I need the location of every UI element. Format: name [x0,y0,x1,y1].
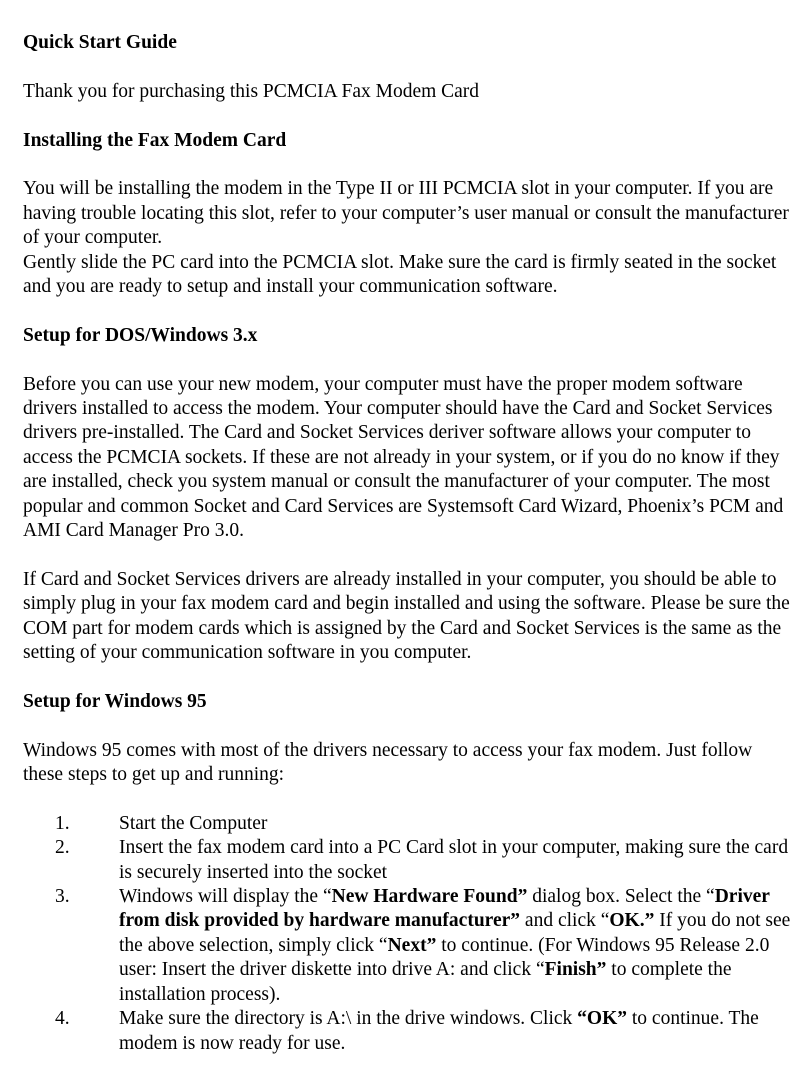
step-text: Insert the fax modem card into a PC Card slot in your computer, making sure the card is securely inserted into the socket [119,837,789,883]
list-item [23,1007,795,1056]
step-bold-part: Next” [387,934,437,956]
step-text-part: dialog box. Select the “ [527,886,715,908]
step-text-part: and click “ [520,910,610,932]
installing-heading: Installing the Fax Modem Card [23,129,287,151]
list-item [23,885,795,1007]
step-text-part: If you do not see the above selection, simply click “ [119,910,791,956]
win95-steps-list [23,812,795,1056]
dos-setup-paragraph-2: If Card and Socket Services drivers are already installed in your computer, you should be able to simply plug in your fax modem card and begin installed and using the software. Please be sure the COM part for modem cards which is assigned by the Card and Socket Services is the same as the setting of your communication software in you computer. [23,568,790,664]
step-bold-part: Finish” [544,959,607,981]
step-number: 1. [55,812,70,834]
step-bold-part: “OK” [577,1008,628,1030]
step-number: 3. [55,886,70,908]
step-text [119,1008,759,1053]
step-bold-part: New Hardware Found” [331,886,528,908]
step-text-part: Make sure the directory is A:\ in the drive windows. Click [119,1008,578,1030]
step-text-part: to continue. (For Windows 95 Release 2.0 user: Insert the driver diskette into drive A: and click “ [119,934,770,981]
step-text-part: Windows will display the “ [119,886,332,908]
dos-setup-paragraph-1: Before you can use your new modem, your computer must have the proper modem software drivers installed to access the modem. Your computer should have the Card and Socket Services drivers pre-installed. The Card and Socket Services deriver software allows your computer to access the PCMCIA sockets. If these are not already in your system, or if you do no know if they are installed, check you system manual or consult the manufacturer of your computer. The most popular and common Socket and Card Services are Systemsoft Card Wizard, Phoenix’s PCM and AMI Card Manager Pro 3.0. [23,373,784,542]
step-number: 2. [55,837,70,859]
installing-paragraph-2: Gently slide the PC card into the PCMCIA slot. Make sure the card is firmly seated in the socket and you are ready to setup and install your communication software. [23,251,777,298]
dos-setup-heading: Setup for DOS/Windows 3.x [23,324,258,346]
step-text-part: to complete the installation process). [119,959,732,1005]
installing-paragraph-1: You will be installing the modem in the Type II or III PCMCIA slot in your computer. If you are having trouble locating this slot, refer to your computer’s user manual or consult the manufacturer of your computer. [23,178,789,249]
list-item [23,812,795,836]
win95-intro: Windows 95 comes with most of the drivers necessary to access your fax modem. Just follow these steps to get up and running: [23,739,753,786]
step-text-part: to continue. The modem is now ready for use. [119,1008,759,1054]
thank-you-text: Thank you for purchasing this PCMCIA Fax Modem Card [23,80,480,102]
document-page [23,31,795,1056]
win95-setup-heading: Setup for Windows 95 [23,690,207,712]
step-number: 4. [55,1008,70,1030]
step-text [119,886,790,1005]
page-title: Quick Start Guide [23,32,177,53]
step-text: Start the Computer [119,812,268,834]
step-bold-part: Driver from disk provided by hardware manufacturer” [119,886,770,932]
list-item [23,836,795,885]
step-bold-part: OK.” [609,910,655,932]
